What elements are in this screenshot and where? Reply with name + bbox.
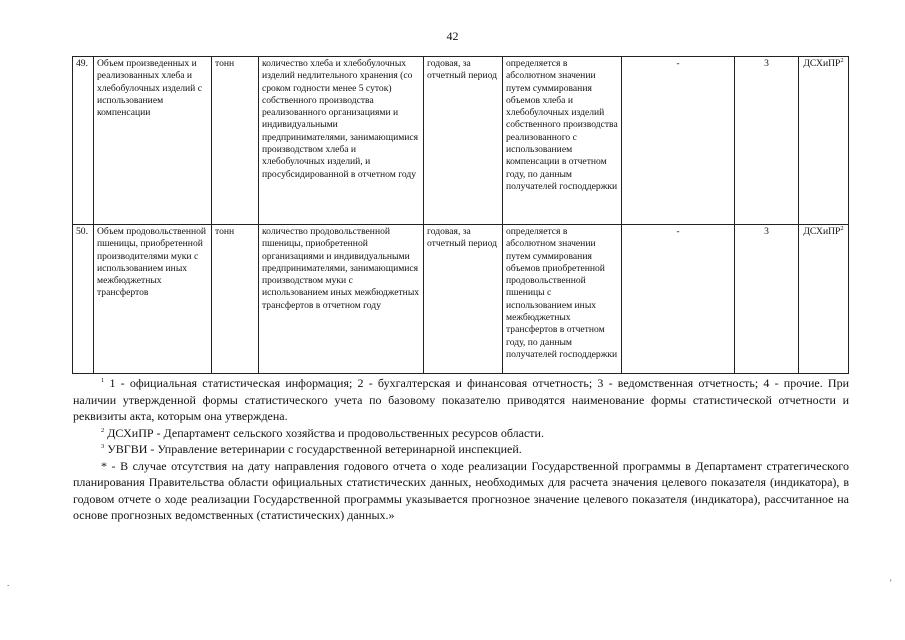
indicators-table [72, 56, 849, 374]
responsible-source [799, 225, 849, 374]
indicator-definition: количество продовольственной пшеницы, приобретенной организациями и индивидуальными предпринимателями, занимающимися производством муки с использованием иных межбюджетных трансфертов в отчетном году [259, 225, 424, 374]
unit-of-measure: тонн [212, 57, 259, 225]
indicator-name: Объем произведенных и реализованных хлеба и хлебобулочных изделий с использованием компенсации [94, 57, 212, 225]
footnotes [73, 375, 849, 524]
footnote-1-mark: 1 [101, 377, 105, 384]
calculation-method: определяется в абсолютном значении путем суммирования объемов хлеба и хлебобулочных изделий собственного производства реализованного с использованием компенсации в отчетном году, по данным получателей господдержки [503, 57, 622, 225]
footnote-3-mark: 3 [101, 443, 105, 450]
footnote-asterisk: * - В случае отсутствия на дату направления годового отчета о ходе реализации Государственной программы в Департамент стратегического планирования Правительства области официальных статистических данных, необходимых для расчета значения целевого показателя (индикатора), в годовом отчете о ходе реализации Государственной программы указывается прогнозное значение целевого показателя (индикатора), рассчитанное на основе прогнозных ведомственных (статистических) данных.» [73, 458, 849, 522]
table-row [73, 225, 849, 374]
left-margin-mark: . [7, 578, 10, 588]
source-footnote-ref: 2 [840, 224, 844, 232]
info-type: 3 [735, 57, 799, 225]
source-label: ДСХиПР [803, 58, 841, 69]
footnote-3 [73, 441, 849, 458]
right-margin-mark: ' [890, 578, 892, 588]
row-number: 49. [73, 57, 94, 225]
indicator-definition: количество хлеба и хлебобулочных изделий недлительного хранения (со сроком годности менее 5 суток) собственного производства реализованного организациями и индивидуальными предпринимателями, занимающимися производством хлеба и хлебобулочных изделий, и просубсидированной в отчетном году [259, 57, 424, 225]
page-number: 42 [446, 29, 459, 43]
source-label: ДСХиПР [803, 226, 841, 237]
source-footnote-ref: 2 [840, 56, 844, 64]
row-number: 50. [73, 225, 94, 374]
footnote-3-text: УВГВИ - Управление ветеринарии с государственной ветеринарной инспекцией. [104, 442, 522, 456]
responsible-source [799, 57, 849, 225]
calculation-method: определяется в абсолютном значении путем суммирования объемов приобретенной продовольственной пшеницы с использованием иных межбюджетных трансфертов в отчетном году, по данным получателей господдержки [503, 225, 622, 374]
footnote-2-text: ДСХиПР - Департамент сельского хозяйства и продовольственных ресурсов области. [104, 425, 544, 440]
footnote-2 [73, 425, 849, 442]
info-type: 3 [735, 225, 799, 374]
footnote-1 [73, 375, 849, 425]
footnote-2-mark: 2 [101, 426, 105, 434]
unit-of-measure: тонн [212, 225, 259, 374]
periodicity: годовая, за отчетный период [424, 57, 503, 225]
table-row [73, 57, 849, 225]
indicator-name: Объем продовольственной пшеницы, приобретенной производителями муки с использованием иных межбюджетных трансфертов [94, 225, 212, 374]
base-indicator: - [622, 225, 735, 374]
base-indicator: - [622, 57, 735, 225]
periodicity: годовая, за отчетный период [424, 225, 503, 374]
footnote-1-text: 1 - официальная статистическая информация; 2 - бухгалтерская и финансовая отчетность; 3 - ведомственная отчетность; 4 - прочие. При наличии утвержденной формы статистического учета по базовому показателю приводятся наименование формы статистической отчетности и реквизиты акта, которым она утверждена. [73, 376, 849, 423]
